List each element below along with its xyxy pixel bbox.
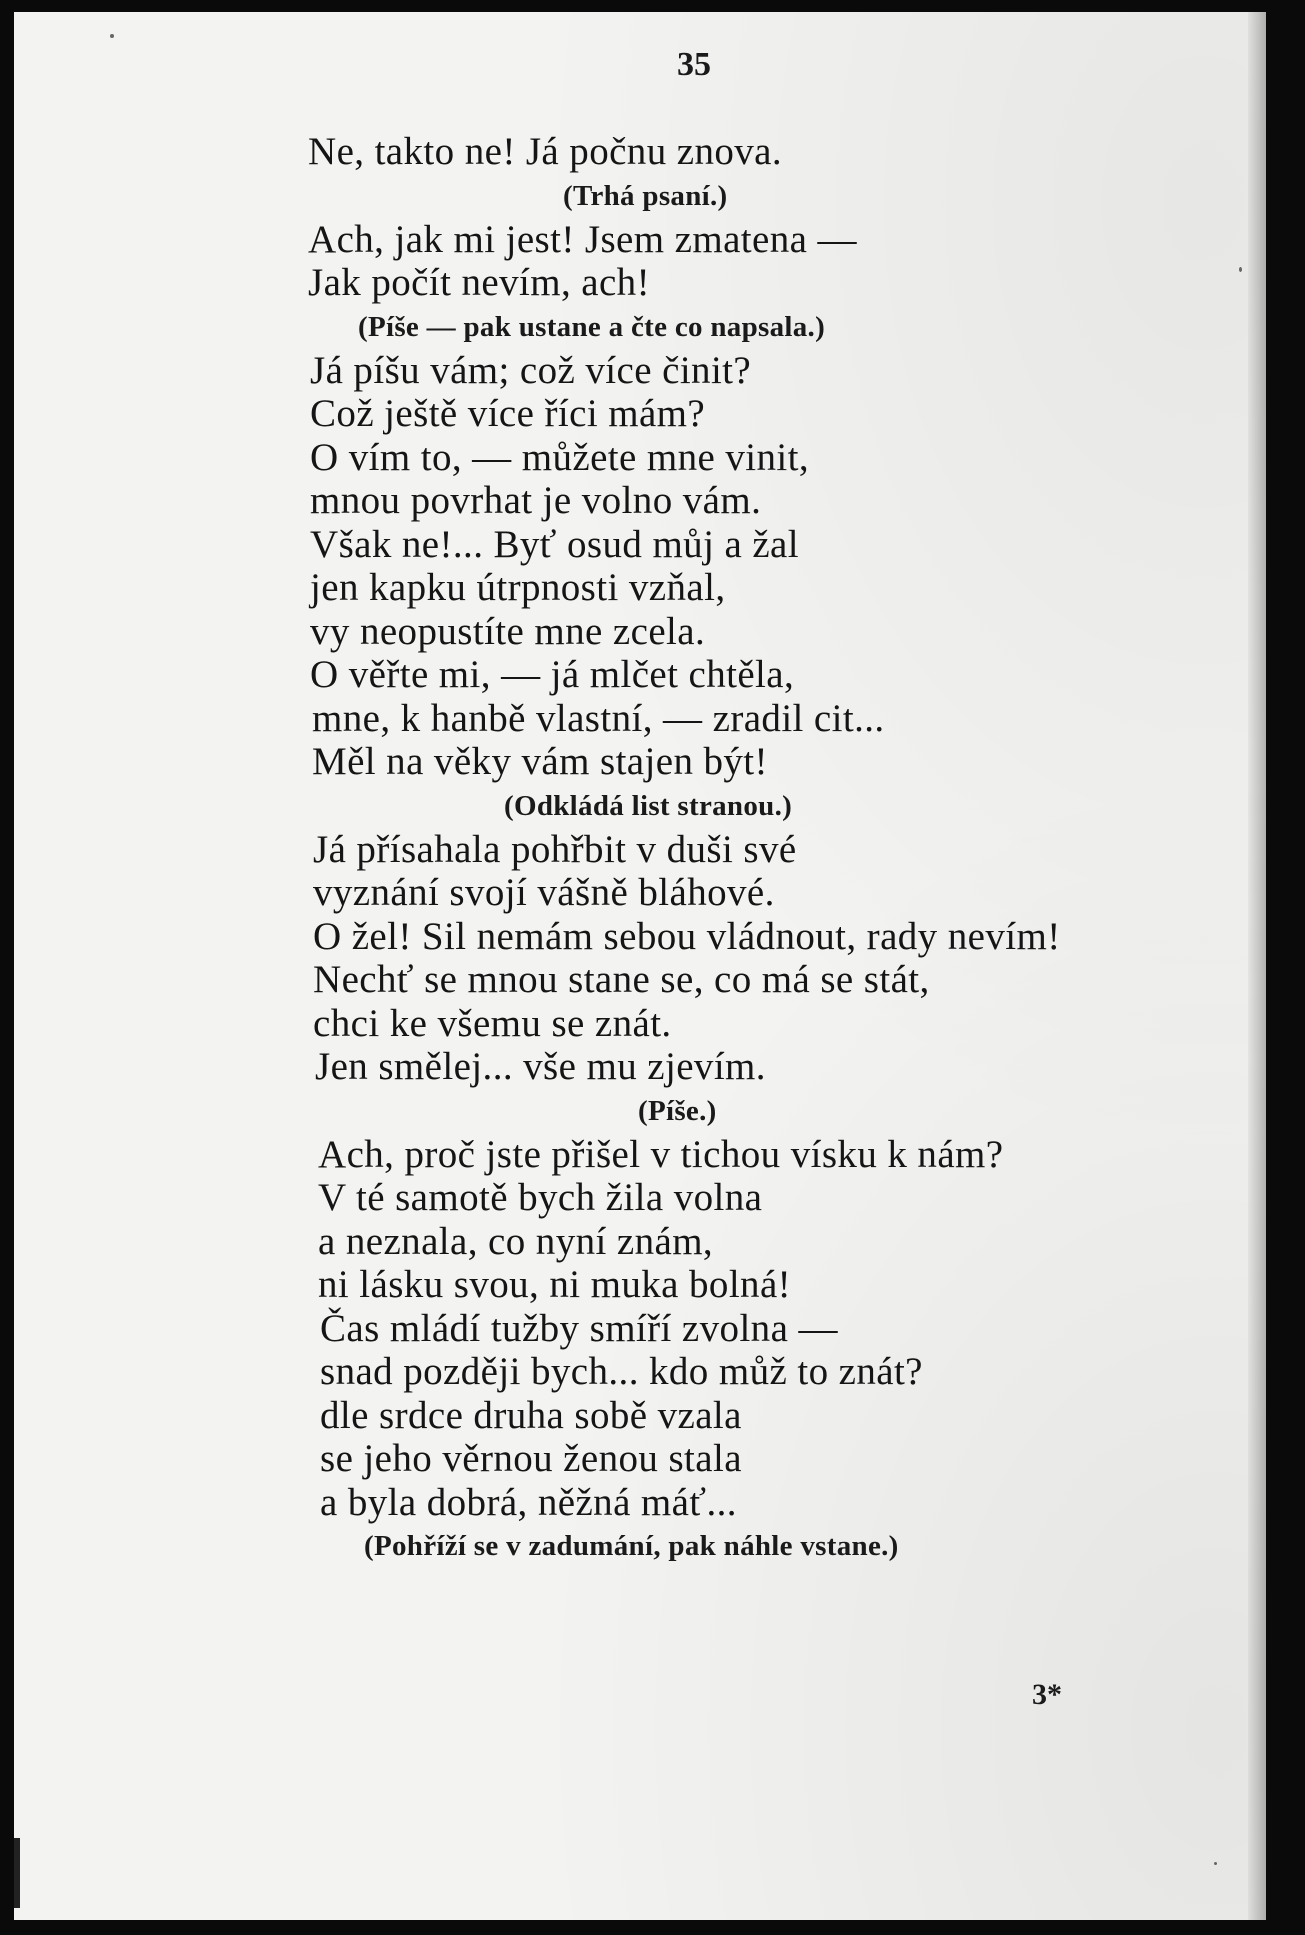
page-edge-shadow <box>1248 12 1266 1920</box>
signature-mark: 3* <box>1032 1678 1062 1711</box>
verse-line: mnou povrhat je volno vám. <box>310 479 762 522</box>
verse-line: Čas mládí tužby smíří zvolna — <box>320 1306 838 1350</box>
verse-line: se jeho věrnou ženou stala <box>320 1437 742 1480</box>
stage-direction: (Pohříží se v zadumání, pak náhle vstane.) <box>364 1530 899 1562</box>
verse-line: O žel! Sil nemám sebou vládnout, rady nevím! <box>313 914 1061 958</box>
verse-line: Nechť se mnou stane se, co má se stát, <box>313 958 930 1001</box>
verse-line: a byla dobrá, něžná máť... <box>320 1480 737 1524</box>
verse-line: O věřte mi, — já mlčet chtěla, <box>310 653 795 696</box>
book-page <box>14 12 1266 1920</box>
verse-line: vyznání svojí vášně bláhové. <box>313 871 775 914</box>
verse-line: Jen smělej... vše mu zjevím. <box>315 1045 766 1088</box>
verse-line: Ach, jak mi jest! Jsem zmatena — <box>308 217 857 261</box>
paper-speck <box>1214 1862 1217 1865</box>
paper-speck <box>1239 267 1242 272</box>
verse-line: a neznala, co nyní znám, <box>318 1219 714 1263</box>
verse-line: Měl na věky vám stajen být! <box>312 740 768 783</box>
verse-line: mne, k hanbě vlastní, — zradil cit... <box>312 696 885 740</box>
verse-line: dle srdce druha sobě vzala <box>320 1393 742 1437</box>
verse-line: O vím to, — můžete mne vinit, <box>310 435 810 479</box>
verse-line: Já přísahala pohřbit v duši své <box>313 827 797 871</box>
paper-speck <box>110 34 114 38</box>
verse-line: vy neopustíte mne zcela. <box>310 609 706 653</box>
verse-line: Ach, proč jste přišel v tichou vísku k nám? <box>318 1132 1004 1176</box>
stage-direction: (Trhá psaní.) <box>563 179 728 212</box>
verse-line: Což ještě více říci mám? <box>310 392 706 435</box>
binding-mark <box>14 1838 20 1908</box>
verse-line: ni lásku svou, ni muka bolná! <box>318 1263 792 1306</box>
page-number: 35 <box>677 46 711 83</box>
stage-direction: (Píše — pak ustane a čte co napsala.) <box>358 310 826 343</box>
stage-direction: (Píše.) <box>638 1094 717 1127</box>
verse-line: Jak počít nevím, ach! <box>308 261 650 304</box>
poem-text <box>308 130 1228 1568</box>
verse-line: chci ke všemu se znát. <box>313 1001 672 1045</box>
verse-line: V té samotě bych žila volna <box>318 1176 763 1219</box>
verse-line: jen kapku útrpnosti vzňal, <box>310 566 726 609</box>
verse-line: Ne, takto ne! Já počnu znova. <box>308 130 783 173</box>
verse-line: Však ne!... Byť osud můj a žal <box>310 522 799 566</box>
stage-direction: (Odkládá list stranou.) <box>504 789 793 822</box>
verse-line: Já píšu vám; což více činit? <box>310 348 752 392</box>
verse-line: snad později bych... kdo můž to znát? <box>320 1350 923 1393</box>
